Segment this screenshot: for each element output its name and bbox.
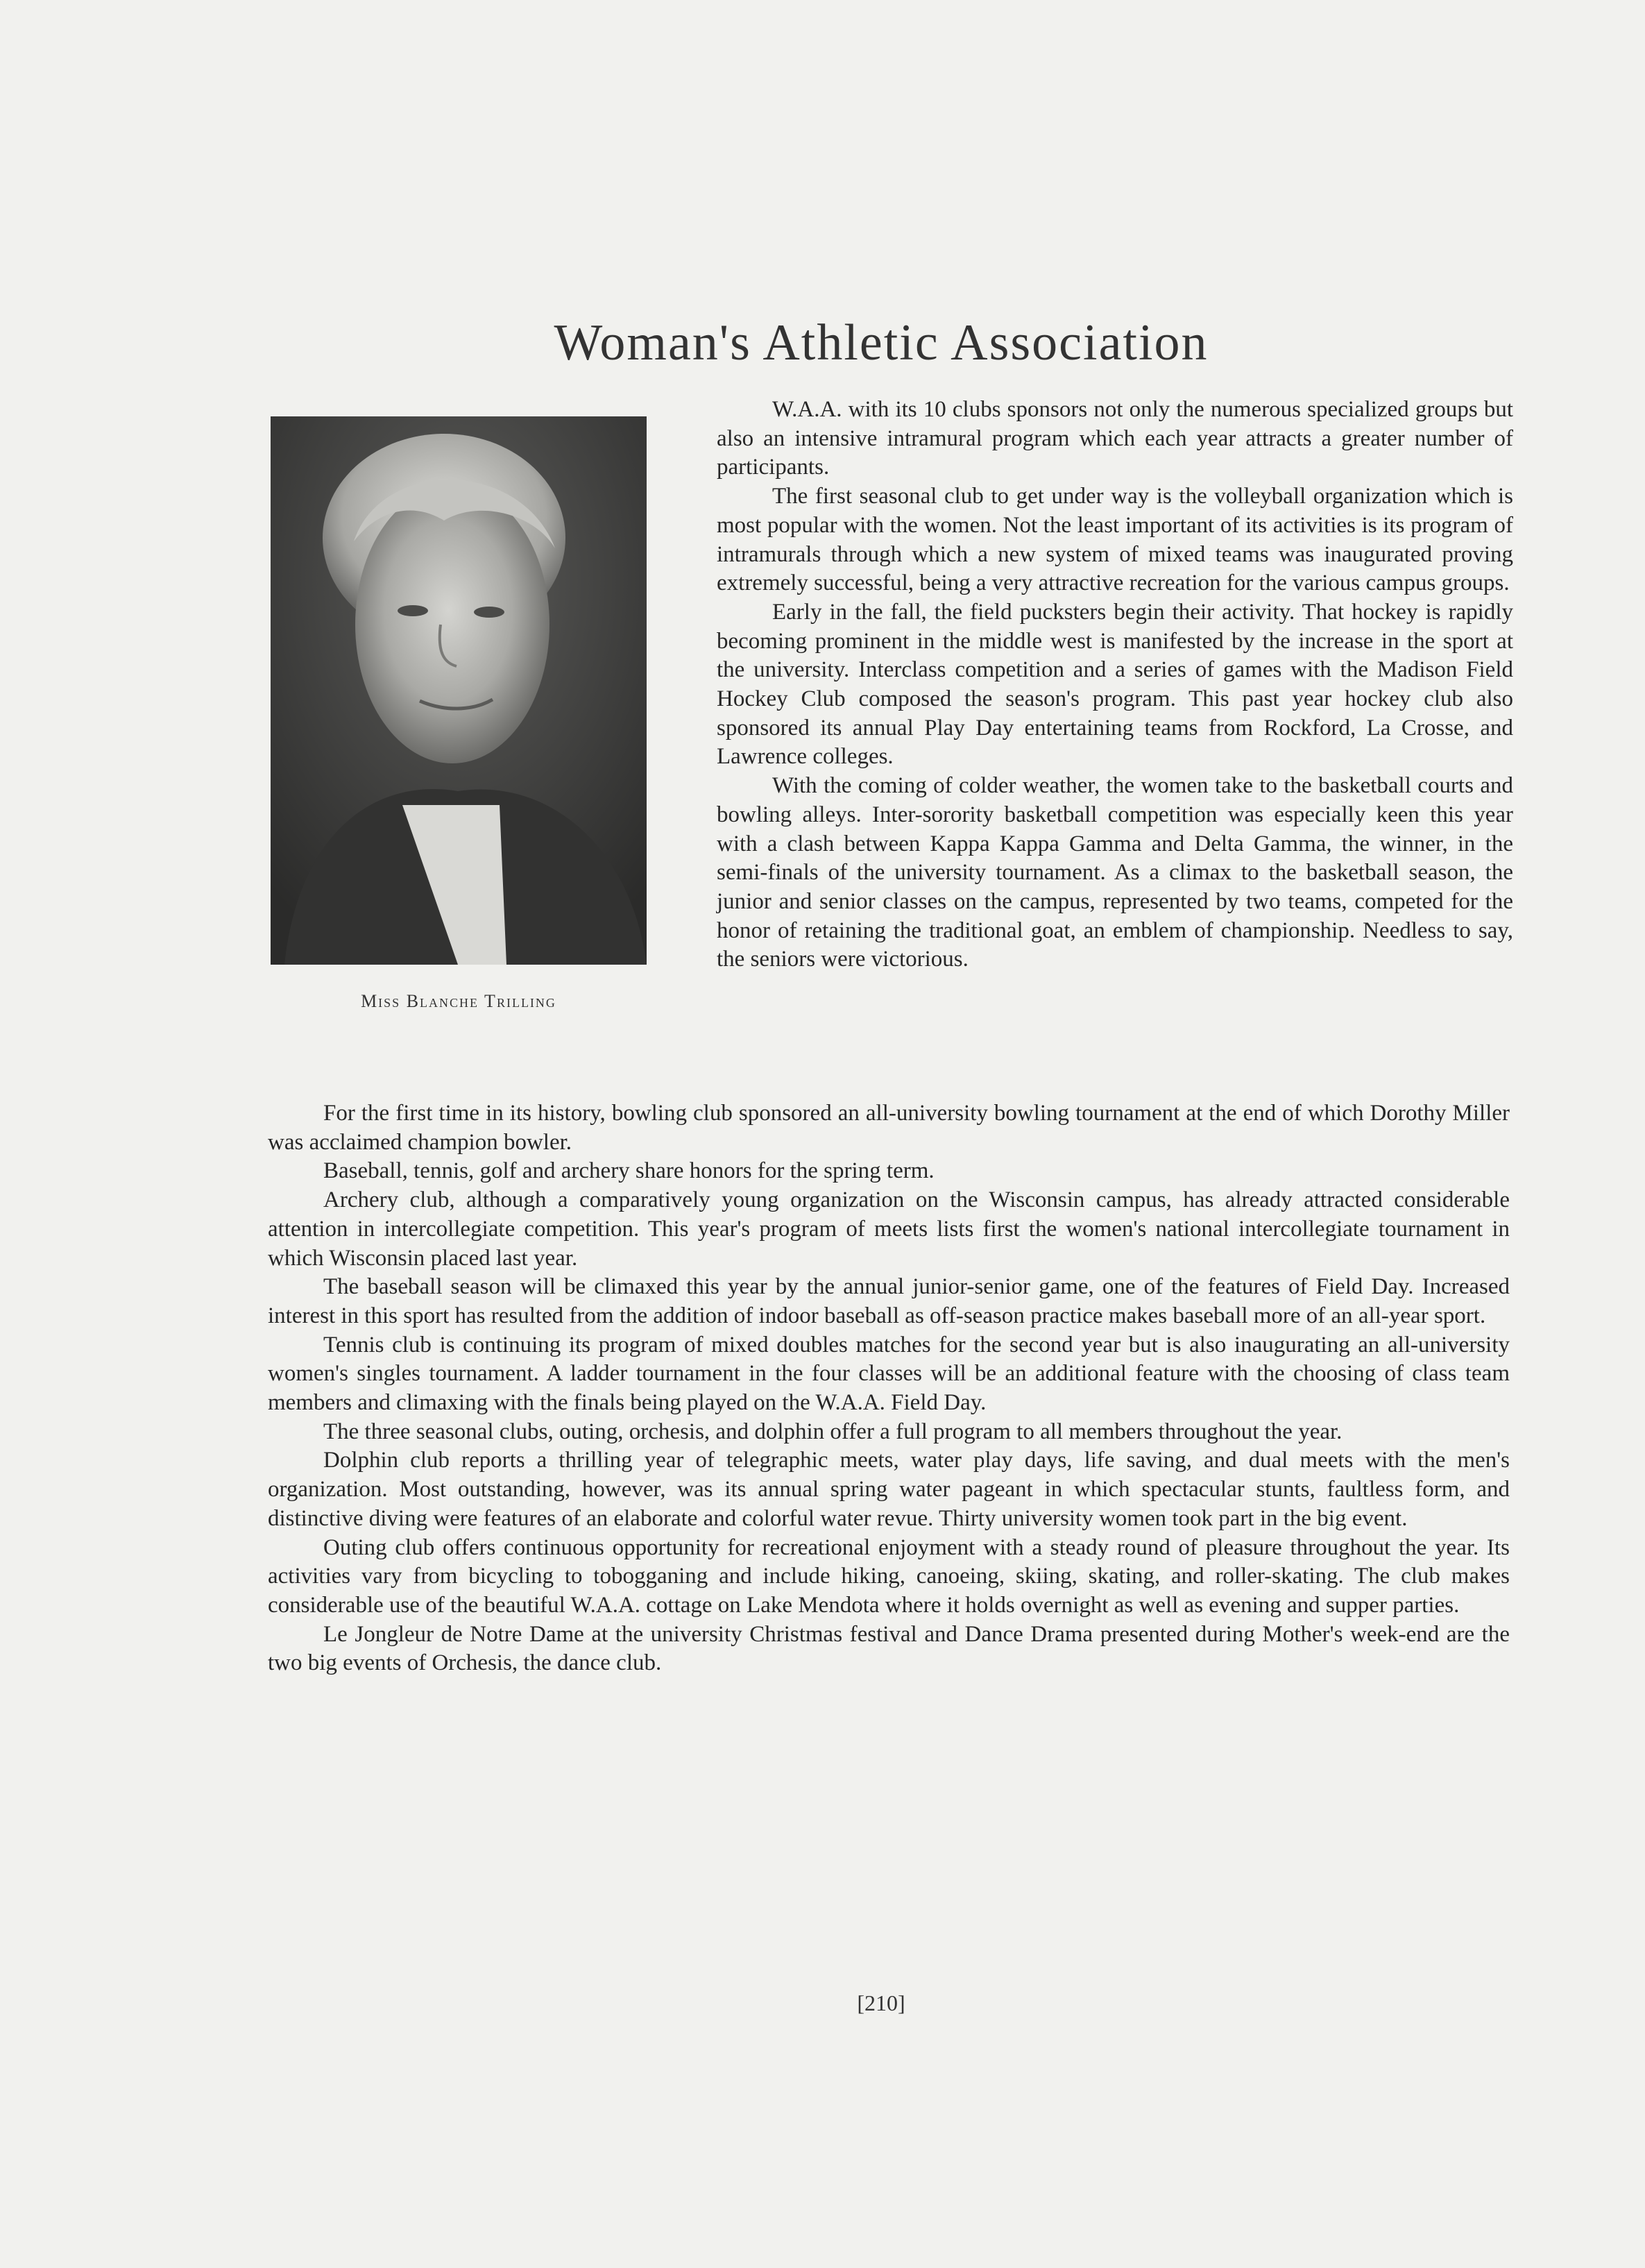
paragraph: For the first time in its history, bowling club sponsored an all-university bowling tournament at the end of which Dorothy Miller was acclaimed champion bowler.	[268, 1101, 1510, 1155]
body-text	[268, 1099, 1510, 1678]
paragraph: W.A.A. with its 10 clubs sponsors not only the numerous specialized groups but also an intensive intramural program which each year attracts a greater number of participants.	[717, 397, 1513, 480]
paragraph: The first seasonal club to get under way is the volleyball organization which is most popular with the women. Not the least important of its activities is its program of intramurals through which a new system of mixed teams was inaugurated proving extremely successful, being a very attractive recreation for the various campus groups.	[717, 484, 1513, 596]
paragraph: The three seasonal clubs, outing, orchesis, and dolphin offer a full program to all members throughout the year.	[323, 1419, 1343, 1444]
paragraph: Baseball, tennis, golf and archery share honors for the spring term.	[323, 1158, 935, 1184]
paragraph: Outing club offers continuous opportunity for recreational enjoyment with a steady round of pleasure throughout the year. Its activities vary from bicycling to tobogganing and include hiking, canoeing, skiing, skating, and roller-skating. The club makes considerable use of the beautiful W.A.A. cottage on Lake Mendota where it holds overnight as well as evening and supper parties.	[268, 1534, 1510, 1618]
portrait-photo	[271, 416, 647, 965]
paragraph: Dolphin club reports a thrilling year of telegraphic meets, water play days, life saving, and dual meets with the men's organization. Most outstanding, however, was its annual spring water pageant in which spectacular stunts, faultless form, and distinctive diving were features of an elaborate and colorful water revue. Thirty university women took part in the big event.	[268, 1448, 1510, 1531]
paragraph: Le Jongleur de Notre Dame at the university Christmas festival and Dance Drama presented during Mother's week-end are the two big events of Orchesis, the dance club.	[268, 1621, 1510, 1676]
intro-text	[717, 396, 1513, 974]
photo-caption: Miss Blanche Trilling	[361, 991, 556, 1011]
paragraph: Tennis club is continuing its program of mixed doubles matches for the second year but is also inaugurating an all-university women's singles tournament. A ladder tournament in the four classes will be an additional feature with the choosing of class team members and climaxing with the finals being played on the W.A.A. Field Day.	[268, 1332, 1510, 1416]
page-number: [210]	[857, 1990, 905, 2015]
paragraph: The baseball season will be climaxed this year by the annual junior-senior game, one of the features of Field Day. Increased interest in this sport has resulted from the addition of indoor baseball as off-season practice makes baseball more of an all-year sport.	[268, 1274, 1510, 1328]
paragraph: Archery club, although a comparatively young organization on the Wisconsin campus, has already attracted considerable attention in intercollegiate competition. This year's program of meets lists first the women's national intercollegiate tournament in which Wisconsin placed last year.	[268, 1187, 1510, 1271]
paragraph: Early in the fall, the field pucksters begin their activity. That hockey is rapidly becoming prominent in the middle west is manifested by the increase in the sport at the university. Interclass competition and a series of games with the Madison Field Hockey Club composed the season's program. This past year hockey club also sponsored its annual Play Day entertaining teams from Rockford, La Crosse, and Lawrence colleges.	[717, 599, 1513, 770]
portrait-image	[271, 416, 647, 965]
page-title: Woman's Athletic Association	[554, 314, 1209, 371]
paragraph: With the coming of colder weather, the women take to the basketball courts and bowling alleys. Inter-sorority basketball competition was especially keen this year with a clash between Kappa Kappa Gamma and Delta Gamma, the winner, in the semi-finals of the university tournament. As a climax to the basketball season, the junior and senior classes on the campus, represented by two teams, competed for the honor of retaining the traditional goat, an emblem of championship. Needless to say, the seniors were victorious.	[717, 773, 1513, 972]
